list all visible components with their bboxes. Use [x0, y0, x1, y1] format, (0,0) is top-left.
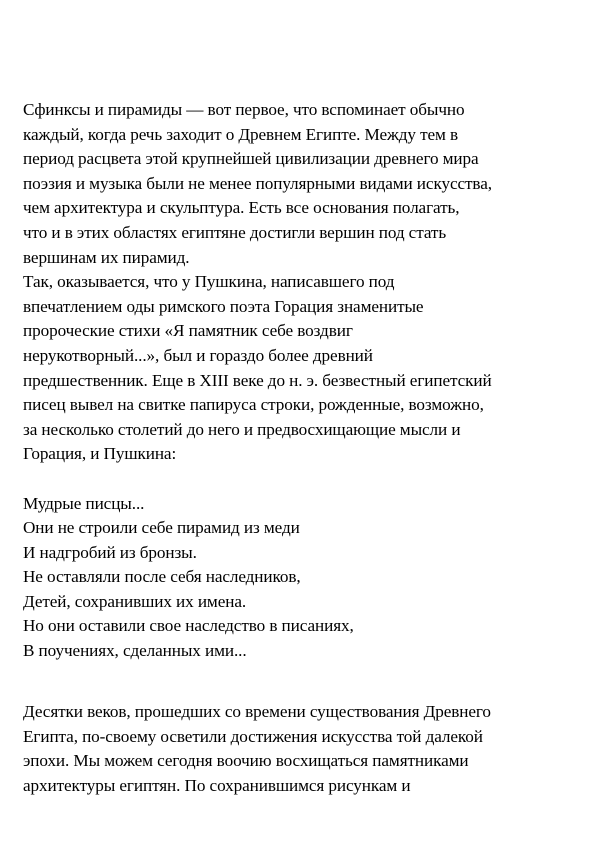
text-line: Египта, по-своему осветили достижения искусства той далекой [23, 726, 483, 746]
main-text [23, 98, 583, 664]
text-line: писец вывел на свитке папируса строки, рожденные, возможно, [23, 395, 484, 415]
poem-quote [23, 492, 583, 664]
poem-line: В поучениях, сделанных ими... [23, 641, 247, 661]
poem-line: Мудрые писцы... [23, 493, 145, 513]
text-line: эпохи. Мы можем сегодня воочию восхищаться памятниками [23, 751, 469, 771]
poem-line: Детей, сохранивших их имена. [23, 591, 247, 611]
text-line: нерукотворный...», был и гораздо более древний [23, 345, 373, 365]
text-line: каждый, когда речь заходит о Древнем Египте. Между тем в [23, 124, 459, 144]
poem-line: И надгробий из бронзы. [23, 542, 197, 562]
closing-paragraph [23, 700, 583, 798]
text-line: период расцвета этой крупнейшей цивилизации древнего мира [23, 149, 479, 169]
text-line: архитектуры египтян. По сохранившимся рисункам и [23, 775, 411, 795]
poem-line: Не оставляли после себя наследников, [23, 567, 301, 587]
poem-line: Они не строили себе пирамид из меди [23, 518, 300, 538]
text-line: Десятки веков, прошедших со времени существования Древнего [23, 702, 491, 721]
text-line: Горация, и Пушкина: [23, 444, 177, 464]
text-line: за несколько столетий до него и предвосхищающие мысли и [23, 419, 461, 439]
text-line: впечатлением оды римского поэта Горация знаменитые [23, 296, 424, 316]
blank-line [23, 467, 583, 492]
text-line: чем архитектура и скульптура. Есть все основания полагать, [23, 198, 460, 218]
text-line: пророческие стихи «Я памятник себе воздвиг [23, 321, 353, 341]
text-line: Сфинксы и пирамиды — вот первое, что вспоминает обычно [23, 100, 465, 119]
text-line: поэзия и музыка были не менее популярными видами искусства, [23, 173, 492, 193]
text-line: Так, оказывается, что у Пушкина, написавшего под [23, 272, 395, 292]
poem-line: Но они оставили свое наследство в писаниях, [23, 616, 354, 636]
text-line: вершинам их пирамид. [23, 247, 190, 267]
text-line: предшественник. Еще в XIII веке до н. э. безвестный египетский [23, 370, 492, 390]
text-line: что и в этих областях египтяне достигли вершин под стать [23, 222, 447, 242]
